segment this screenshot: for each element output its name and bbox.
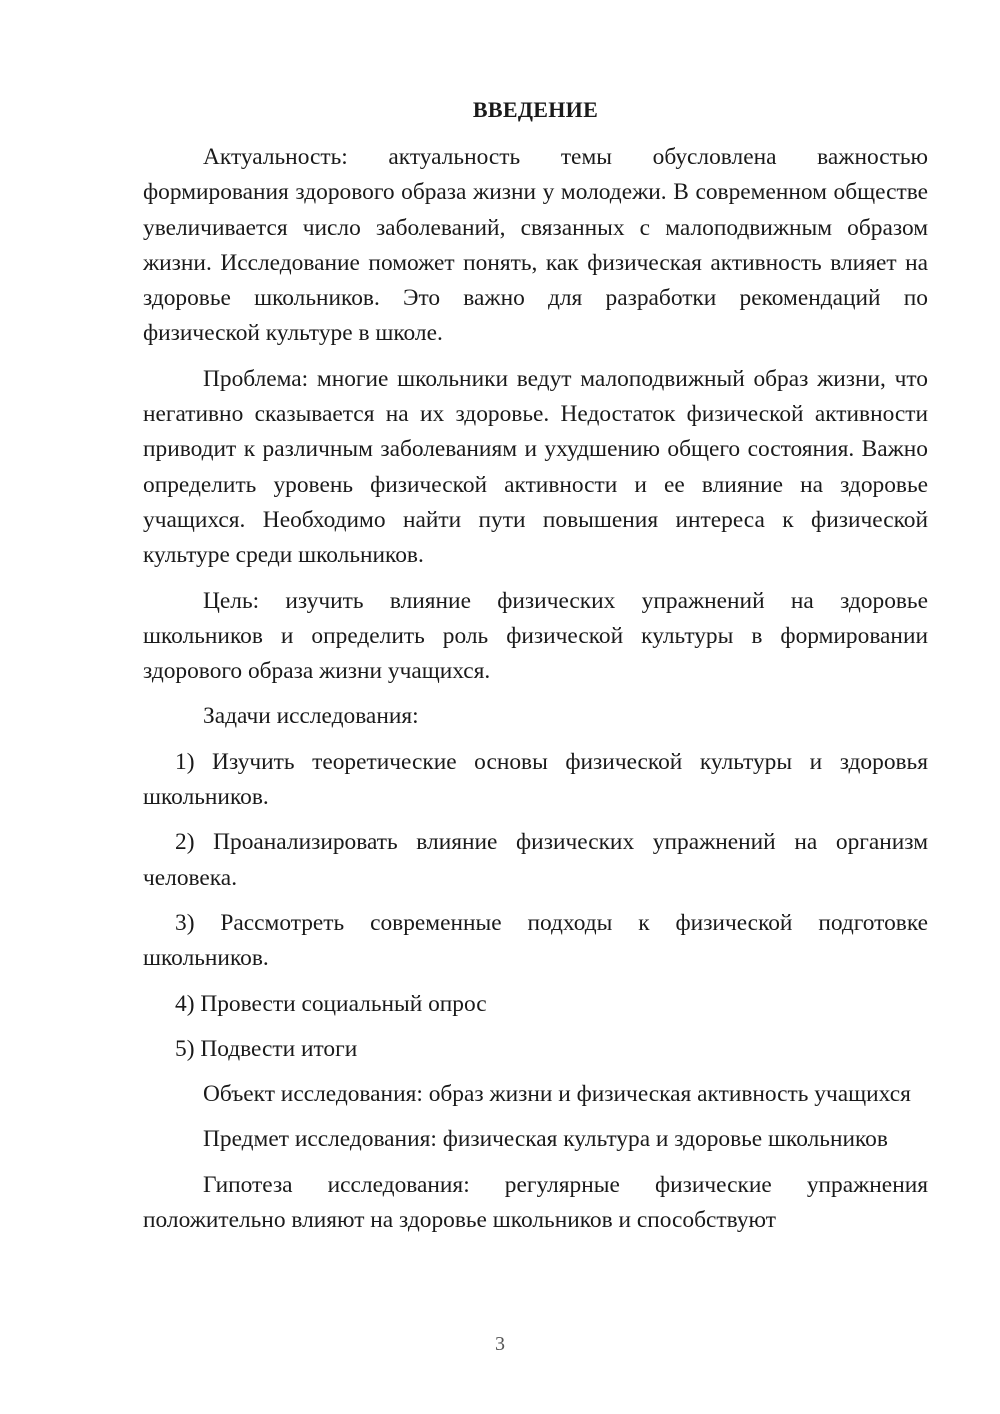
task-item-4: 4) Провести социальный опрос	[175, 990, 487, 1017]
task-item-1: 1) Изучить теоретические основы физической культуры и здоровья школьников.	[143, 748, 928, 811]
paragraph-relevance: Актуальность: актуальность темы обусловлена важностью формирования здорового образа жизни у молодежи. В современном обществе увеличивается число заболеваний, связанных с малоподвижным образом жизни. Исследование поможет понять, как физическая активность влияет на здоровье школьников. Это важно для разработки рекомендаций по физической культуре в школе.	[143, 144, 928, 347]
section-heading: ВВЕДЕНИЕ	[472, 97, 599, 122]
paragraph-goal: Цель: изучить влияние физических упражнений на здоровье школьников и определить роль физической культуры в формировании здорового образа жизни учащихся.	[143, 587, 928, 685]
paragraph-object: Объект исследования: образ жизни и физическая активность учащихся	[203, 1081, 911, 1108]
paragraph-hypothesis: Гипотеза исследования: регулярные физические упражнения положительно влияют на здоровье школьников и способствуют	[143, 1171, 928, 1234]
task-item-3: 3) Рассмотреть современные подходы к физической подготовке школьников.	[143, 909, 928, 972]
paragraph-subject: Предмет исследования: физическая культура и здоровье школьников	[203, 1126, 888, 1153]
task-item-2: 2) Проанализировать влияние физических упражнений на организм человека.	[143, 829, 928, 891]
paragraph-tasks-heading: Задачи исследования:	[203, 703, 419, 730]
task-item-5: 5) Подвести итоги	[175, 1035, 358, 1062]
paragraph-problem: Проблема: многие школьники ведут малоподвижный образ жизни, что негативно сказывается на их здоровье. Недостаток физической активности приводит к различным заболеваниям и ухудшению общего состояния. Важно определить уровень физической активности и ее влияние на здоровье учащихся. Необходимо найти пути повышения интереса к физической культуре среди школьников.	[143, 365, 928, 569]
document-body	[143, 92, 928, 1238]
page-number: 3	[495, 1333, 505, 1355]
